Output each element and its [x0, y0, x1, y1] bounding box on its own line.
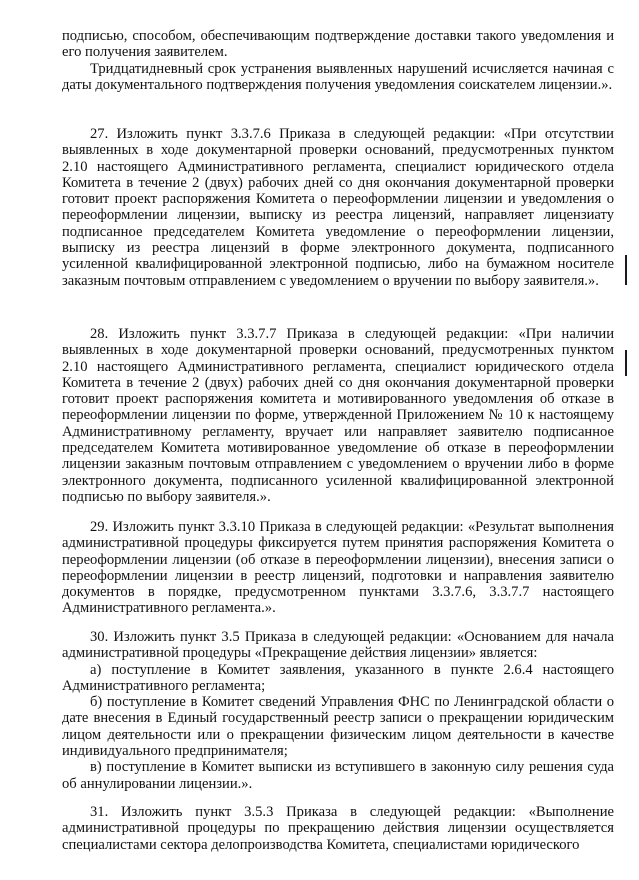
text-block-item-31	[62, 804, 614, 853]
text-block-item-27	[62, 126, 614, 289]
paragraph-thirty-day-term: Тридцатидневный срок устранения выявленных нарушений исчисляется начиная с даты документального подтверждения получения уведомления соискателем лицензии.».	[62, 60, 614, 93]
paragraph-item-27: 27. Изложить пункт 3.3.7.6 Приказа в следующей редакции: «При отсутствии выявленных в ходе документарной проверки оснований, предусмотренных пунктом 2.10 настоящего Административного регламента, специалист юридического отдела Комитета в течение 2 (двух) рабочих дней со дня окончания документарной проверки готовит проект распоряжения Комитета о переоформлении лицензии и уведомления о переоформлении лицензии, выписку из реестра лицензий, направляет лицензиату подписанное председателем Комитета уведомление о переоформлении лицензии, выписку из реестра лицензий в форме электронного документа, подписанного усиленной квалифицированной электронной подписью, либо на бумажном носителе заказным почтовым отправлением с уведомлением о вручении по выбору заявителя.».	[62, 126, 614, 289]
paragraph-item-31: 31. Изложить пункт 3.5.3 Приказа в следующей редакции: «Выполнение административной процедуры по прекращению действия лицензии осуществляется специалистами сектора делопроизводства Комитета, специалистами юридического	[62, 804, 614, 853]
scan-edge-mark-top	[625, 255, 627, 285]
paragraph-delivery-confirmation: подписью, способом, обеспечивающим подтверждение доставки такого уведомления и его получения заявителем.	[62, 28, 614, 61]
text-block-item-30	[62, 629, 614, 792]
paragraph-item-30-b: б) поступление в Комитет сведений Управления ФНС по Ленинградской области о дате внесения в Единый государственный реестр записи о прекращении юридическим лицом деятельности или о прекращении физическим лицом деятельности в качестве индивидуального предпринимателя;	[62, 694, 614, 760]
paragraph-item-30-a: а) поступление в Комитет заявления, указанного в пункте 2.6.4 настоящего Административного регламента;	[62, 661, 614, 694]
paragraph-item-30: 30. Изложить пункт 3.5 Приказа в следующей редакции: «Основанием для начала административной процедуры «Прекращение действия лицензии» является:	[62, 629, 614, 662]
paragraph-item-30-v: в) поступление в Комитет выписки из вступившего в законную силу решения суда об аннулировании лицензии.».	[62, 759, 614, 792]
text-block-top	[62, 28, 614, 93]
paragraph-item-28: 28. Изложить пункт 3.3.7.7 Приказа в следующей редакции: «При наличии выявленных в ходе документарной проверки оснований, предусмотренных пунктом 2.10 настоящего Административного регламента, специалист юридического отдела Комитета в течение 2 (двух) рабочих дней со дня окончания документарной проверки готовит проект распоряжения комитета и мотивированного уведомления об отказе в переоформлении лицензии по форме, утвержденной Приложением № 10 к настоящему Административному регламенту, вручает или направляет заявителю подписанное председателем Комитета мотивированное уведомление об отказе в переоформлении лицензии заказным почтовым отправлением с уведомлением о вручении либо в форме электронного документа, подписанного усиленной квалифицированной электронной подписью по выбору заявителя.».	[62, 326, 614, 505]
scan-edge-mark-bottom	[625, 350, 627, 376]
text-block-item-28	[62, 326, 614, 505]
paragraph-item-29: 29. Изложить пункт 3.3.10 Приказа в следующей редакции: «Результат выполнения административной процедуры фиксируется путем принятия распоряжения Комитета о переоформлении лицензии (об отказе в переоформлении лицензии), внесения записи о переоформлении лицензии в реестр лицензий, подготовки и направления заявителю документов в порядке, предусмотренном пунктами 3.3.7.6, 3.3.7.7 настоящего Административного регламента.».	[62, 519, 614, 617]
text-block-item-29	[62, 519, 614, 617]
